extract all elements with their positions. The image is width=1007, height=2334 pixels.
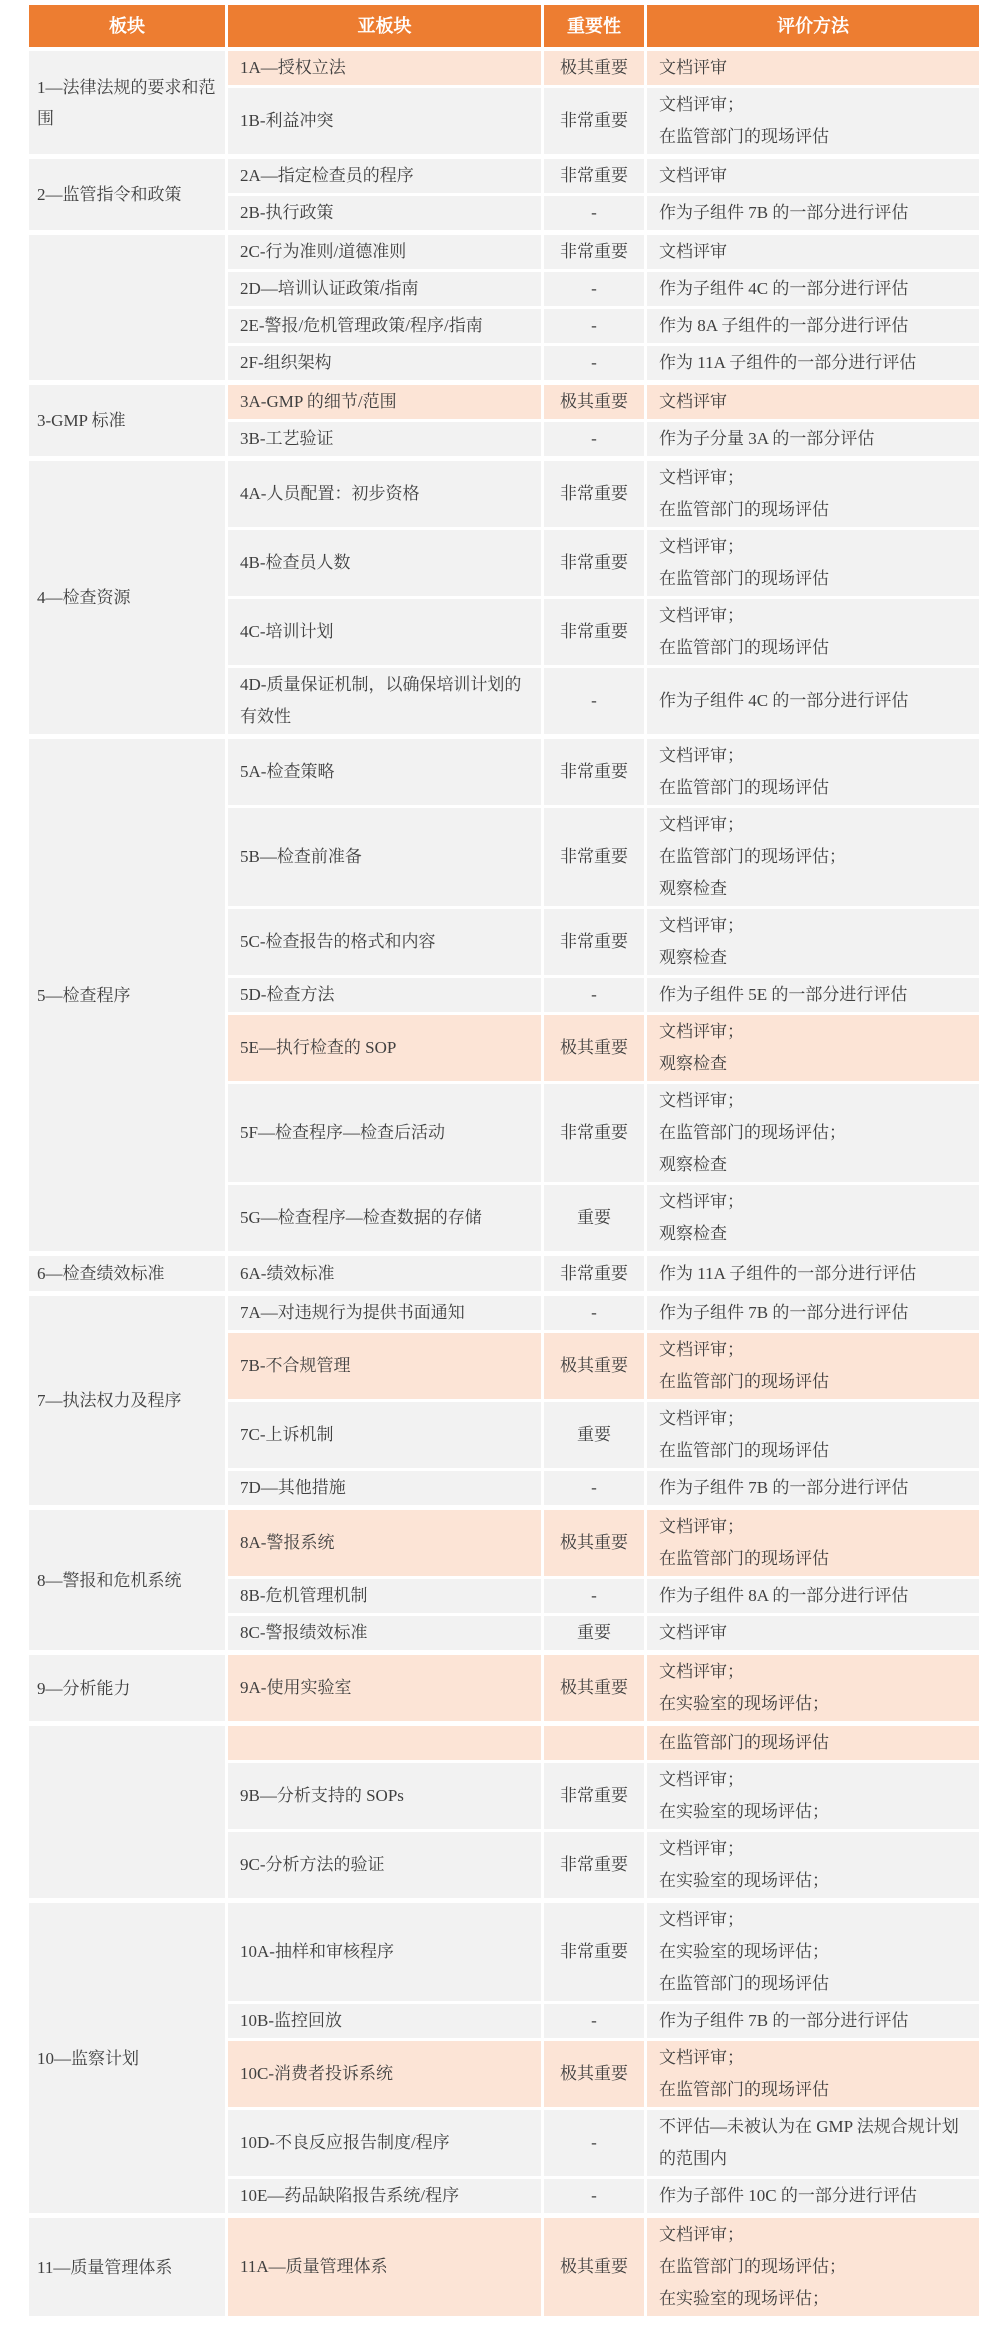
method-line: 作为子组件 7B 的一部分进行评估	[659, 1478, 909, 1497]
method-line: 在监管部门的现场评估	[659, 778, 829, 797]
section-label	[29, 235, 225, 380]
section-label: 4—检查资源	[29, 461, 225, 734]
subcomponent-cell: 6A-绩效标准	[228, 1256, 541, 1291]
method-line: 文档评审；	[659, 2225, 744, 2244]
table-row	[228, 599, 979, 665]
header-method: 评价方法	[647, 5, 979, 47]
method-line: 文档评审；	[659, 1091, 744, 1110]
method-line: 文档评审；	[659, 468, 744, 487]
method-line: 作为 11A 子组件的一部分进行评估	[659, 353, 917, 372]
section-group	[29, 235, 979, 380]
section-group	[29, 2218, 979, 2316]
method-line: 文档评审；	[659, 95, 744, 114]
method-line: 在监管部门的现场评估；	[659, 2257, 846, 2276]
table-row	[228, 309, 979, 343]
section-rows	[228, 1256, 979, 1291]
method-line: 观察检查	[659, 879, 727, 898]
section-rows	[228, 1510, 979, 1650]
method-cell	[647, 1655, 979, 1721]
importance-cell: 极其重要	[544, 2041, 644, 2107]
method-cell	[647, 1616, 979, 1650]
section-rows	[228, 159, 979, 230]
method-line: 文档评审	[659, 58, 727, 77]
importance-cell: 非常重要	[544, 739, 644, 805]
subcomponent-cell: 4B-检查员人数	[228, 530, 541, 596]
method-line: 文档评审；	[659, 1662, 744, 1681]
importance-cell: 极其重要	[544, 385, 644, 419]
method-cell	[647, 346, 979, 380]
method-line: 在监管部门的现场评估；	[659, 847, 846, 866]
method-line: 在监管部门的现场评估	[659, 2080, 829, 2099]
method-line: 在实验室的现场评估；	[659, 1871, 829, 1890]
subcomponent-cell: 10D-不良反应报告制度/程序	[228, 2110, 541, 2176]
importance-cell: -	[544, 2179, 644, 2213]
section-group	[29, 159, 979, 230]
importance-cell: 重要	[544, 1185, 644, 1251]
method-cell	[647, 1084, 979, 1182]
importance-cell: 极其重要	[544, 1333, 644, 1399]
importance-cell: 极其重要	[544, 1655, 644, 1721]
subcomponent-cell: 7B-不合规管理	[228, 1333, 541, 1399]
method-cell	[647, 1832, 979, 1898]
method-line: 文档评审	[659, 1623, 727, 1642]
section-group	[29, 385, 979, 456]
table-row	[228, 51, 979, 85]
subcomponent-cell: 1B-利益冲突	[228, 88, 541, 154]
table-row	[228, 909, 979, 975]
table-row	[228, 1655, 979, 1721]
method-line: 观察检查	[659, 948, 727, 967]
method-line: 作为子组件 7B 的一部分进行评估	[659, 2011, 909, 2030]
table-row	[228, 530, 979, 596]
table-row	[228, 88, 979, 154]
assessment-table	[29, 5, 979, 2316]
section-group	[29, 739, 979, 1251]
method-line: 在监管部门的现场评估	[659, 1441, 829, 1460]
method-cell	[647, 1296, 979, 1330]
subcomponent-cell: 7C-上诉机制	[228, 1402, 541, 1468]
section-label: 2—监管指令和政策	[29, 159, 225, 230]
method-line: 在监管部门的现场评估	[659, 500, 829, 519]
method-line: 作为子组件 7B 的一部分进行评估	[659, 1303, 909, 1322]
subcomponent-cell: 7D—其他措施	[228, 1471, 541, 1505]
method-line: 文档评审；	[659, 746, 744, 765]
importance-cell: 非常重要	[544, 235, 644, 269]
method-line: 文档评审；	[659, 606, 744, 625]
section-rows	[228, 51, 979, 154]
section-group	[29, 51, 979, 154]
subcomponent-cell: 2C-行为准则/道德准则	[228, 235, 541, 269]
method-cell	[647, 530, 979, 596]
method-cell	[647, 1763, 979, 1829]
section-rows	[228, 235, 979, 380]
section-rows	[228, 461, 979, 734]
header-section: 板块	[29, 5, 225, 47]
subcomponent-cell: 10E—药品缺陷报告系统/程序	[228, 2179, 541, 2213]
section-label: 5—检查程序	[29, 739, 225, 1251]
method-line: 在监管部门的现场评估	[659, 1549, 829, 1568]
method-cell	[647, 1510, 979, 1576]
importance-cell: 非常重要	[544, 530, 644, 596]
subcomponent-cell: 3B-工艺验证	[228, 422, 541, 456]
method-line: 文档评审；	[659, 537, 744, 556]
method-cell	[647, 1015, 979, 1081]
method-line: 作为子部件 10C 的一部分进行评估	[659, 2186, 917, 2205]
method-line: 作为子组件 4C 的一部分进行评估	[659, 691, 909, 710]
method-cell	[647, 668, 979, 734]
subcomponent-cell: 4D-质量保证机制，以确保培训计划的有效性	[228, 668, 541, 734]
method-line: 作为 8A 子组件的一部分进行评估	[659, 316, 909, 335]
table-row	[228, 1402, 979, 1468]
method-line: 文档评审；	[659, 1910, 744, 1929]
section-rows	[228, 385, 979, 456]
section-label: 7—执法权力及程序	[29, 1296, 225, 1505]
table-groups	[29, 51, 979, 2316]
method-line: 作为子分量 3A 的一部分评估	[659, 429, 875, 448]
method-line: 在实验室的现场评估；	[659, 1802, 829, 1821]
method-line: 在实验室的现场评估；	[659, 2289, 829, 2308]
method-line: 作为子组件 4C 的一部分进行评估	[659, 279, 909, 298]
method-line: 文档评审	[659, 242, 727, 261]
method-line: 在监管部门的现场评估	[659, 1372, 829, 1391]
method-cell	[647, 1903, 979, 2001]
method-line: 观察检查	[659, 1054, 727, 1073]
importance-cell: -	[544, 1471, 644, 1505]
method-line: 在监管部门的现场评估	[659, 127, 829, 146]
table-row	[228, 1333, 979, 1399]
table-row	[228, 1185, 979, 1251]
importance-cell: -	[544, 2004, 644, 2038]
section-label: 10—监察计划	[29, 1903, 225, 2213]
section-group	[29, 1510, 979, 1650]
importance-cell: 非常重要	[544, 808, 644, 906]
method-cell	[647, 159, 979, 193]
importance-cell	[544, 1726, 644, 1760]
table-row	[228, 739, 979, 805]
section-group	[29, 1655, 979, 1721]
subcomponent-cell: 9C-分析方法的验证	[228, 1832, 541, 1898]
method-line: 文档评审；	[659, 1340, 744, 1359]
method-cell	[647, 309, 979, 343]
method-line: 文档评审；	[659, 1770, 744, 1789]
table-row	[228, 1015, 979, 1081]
importance-cell: 非常重要	[544, 1084, 644, 1182]
table-row	[228, 1726, 979, 1760]
method-cell	[647, 1256, 979, 1291]
table-row	[228, 1763, 979, 1829]
importance-cell: -	[544, 2110, 644, 2176]
method-cell	[647, 272, 979, 306]
section-label: 1—法律法规的要求和范围	[29, 51, 225, 154]
importance-cell: 非常重要	[544, 88, 644, 154]
subcomponent-cell: 8C-警报绩效标准	[228, 1616, 541, 1650]
subcomponent-cell: 5F—检查程序—检查后活动	[228, 1084, 541, 1182]
subcomponent-cell: 2D—培训认证政策/指南	[228, 272, 541, 306]
importance-cell: 非常重要	[544, 461, 644, 527]
subcomponent-cell: 2B-执行政策	[228, 196, 541, 230]
table-row	[228, 196, 979, 230]
importance-cell: 非常重要	[544, 159, 644, 193]
subcomponent-cell: 2F-组织架构	[228, 346, 541, 380]
method-cell	[647, 235, 979, 269]
importance-cell: 非常重要	[544, 909, 644, 975]
importance-cell: -	[544, 1579, 644, 1613]
method-line: 作为子组件 8A 的一部分进行评估	[659, 1586, 909, 1605]
method-line: 文档评审；	[659, 1192, 744, 1211]
subcomponent-cell: 4C-培训计划	[228, 599, 541, 665]
importance-cell: 非常重要	[544, 1763, 644, 1829]
method-line: 文档评审；	[659, 1409, 744, 1428]
subcomponent-cell: 2A—指定检查员的程序	[228, 159, 541, 193]
table-row	[228, 1256, 979, 1291]
table-row	[228, 808, 979, 906]
importance-cell: 重要	[544, 1616, 644, 1650]
table-row	[228, 1616, 979, 1650]
table-row	[228, 346, 979, 380]
method-cell	[647, 51, 979, 85]
method-cell	[647, 2218, 979, 2316]
method-line: 文档评审；	[659, 1839, 744, 1858]
importance-cell: -	[544, 309, 644, 343]
method-cell	[647, 1579, 979, 1613]
subcomponent-cell: 9B—分析支持的 SOPs	[228, 1763, 541, 1829]
method-cell	[647, 2041, 979, 2107]
section-rows	[228, 1296, 979, 1505]
method-line: 在实验室的现场评估；	[659, 1942, 829, 1961]
method-line: 文档评审	[659, 392, 727, 411]
header-subcomponent: 亚板块	[228, 5, 541, 47]
section-label: 3-GMP 标准	[29, 385, 225, 456]
method-cell	[647, 196, 979, 230]
table-row	[228, 235, 979, 269]
subcomponent-cell: 3A-GMP 的细节/范围	[228, 385, 541, 419]
table-row	[228, 1903, 979, 2001]
method-line: 在监管部门的现场评估	[659, 569, 829, 588]
method-cell	[647, 2110, 979, 2176]
table-row	[228, 159, 979, 193]
method-cell	[647, 88, 979, 154]
importance-cell: -	[544, 978, 644, 1012]
importance-cell: -	[544, 668, 644, 734]
importance-cell: 极其重要	[544, 1510, 644, 1576]
method-cell	[647, 599, 979, 665]
method-cell	[647, 1185, 979, 1251]
section-group	[29, 1903, 979, 2213]
section-rows	[228, 1655, 979, 1721]
method-line: 文档评审；	[659, 916, 744, 935]
header-importance: 重要性	[544, 5, 644, 47]
subcomponent-cell: 1A—授权立法	[228, 51, 541, 85]
table-row	[228, 1471, 979, 1505]
section-rows	[228, 739, 979, 1251]
table-row	[228, 1084, 979, 1182]
table-row	[228, 2218, 979, 2316]
method-cell	[647, 808, 979, 906]
importance-cell: -	[544, 1296, 644, 1330]
table-row	[228, 2041, 979, 2107]
method-cell	[647, 1333, 979, 1399]
table-row	[228, 2110, 979, 2176]
method-cell	[647, 1726, 979, 1760]
method-cell	[647, 739, 979, 805]
method-line: 作为 11A 子组件的一部分进行评估	[659, 1263, 917, 1283]
table-row	[228, 2179, 979, 2213]
method-line: 作为子组件 5E 的一部分进行评估	[659, 985, 908, 1004]
method-line: 在监管部门的现场评估	[659, 1974, 829, 1993]
importance-cell: 非常重要	[544, 1903, 644, 2001]
importance-cell: 非常重要	[544, 1832, 644, 1898]
method-line: 作为子组件 7B 的一部分进行评估	[659, 203, 909, 222]
method-line: 文档评审；	[659, 2048, 744, 2067]
method-cell	[647, 2179, 979, 2213]
section-label	[29, 1726, 225, 1898]
subcomponent-cell: 10B-监控回放	[228, 2004, 541, 2038]
method-line: 文档评审；	[659, 815, 744, 834]
importance-cell: 非常重要	[544, 1256, 644, 1291]
table-row	[228, 668, 979, 734]
importance-cell: -	[544, 196, 644, 230]
table-row	[228, 272, 979, 306]
subcomponent-cell: 8B-危机管理机制	[228, 1579, 541, 1613]
method-line: 文档评审；	[659, 1022, 744, 1041]
importance-cell: 极其重要	[544, 2218, 644, 2316]
subcomponent-cell: 5D-检查方法	[228, 978, 541, 1012]
subcomponent-cell: 7A—对违规行为提供书面通知	[228, 1296, 541, 1330]
table-row	[228, 461, 979, 527]
subcomponent-cell: 5A-检查策略	[228, 739, 541, 805]
method-cell	[647, 385, 979, 419]
method-cell	[647, 1402, 979, 1468]
subcomponent-cell: 5B—检查前准备	[228, 808, 541, 906]
method-cell	[647, 422, 979, 456]
table-row	[228, 1510, 979, 1576]
section-label: 9—分析能力	[29, 1655, 225, 1721]
section-label: 6—检查绩效标准	[29, 1256, 225, 1291]
subcomponent-cell: 4A-人员配置：初步资格	[228, 461, 541, 527]
table-header-row	[29, 5, 979, 47]
table-row	[228, 1579, 979, 1613]
section-rows	[228, 1726, 979, 1898]
importance-cell: -	[544, 346, 644, 380]
importance-cell: 极其重要	[544, 1015, 644, 1081]
method-line: 在监管部门的现场评估	[659, 638, 829, 657]
table-row	[228, 2004, 979, 2038]
subcomponent-cell: 10A-抽样和审核程序	[228, 1903, 541, 2001]
section-group	[29, 461, 979, 734]
table-row	[228, 385, 979, 419]
importance-cell: 重要	[544, 1402, 644, 1468]
section-rows	[228, 2218, 979, 2316]
table-row	[228, 1296, 979, 1330]
method-line: 文档评审	[659, 166, 727, 185]
section-group	[29, 1296, 979, 1505]
subcomponent-cell: 5G—检查程序—检查数据的存储	[228, 1185, 541, 1251]
table-row	[228, 1832, 979, 1898]
section-label: 8—警报和危机系统	[29, 1510, 225, 1650]
table-row	[228, 422, 979, 456]
method-cell	[647, 2004, 979, 2038]
method-cell	[647, 1471, 979, 1505]
method-line: 在实验室的现场评估；	[659, 1694, 829, 1713]
subcomponent-cell	[228, 1726, 541, 1760]
section-label: 11—质量管理体系	[29, 2218, 225, 2316]
importance-cell: 非常重要	[544, 599, 644, 665]
importance-cell: -	[544, 422, 644, 456]
method-cell	[647, 978, 979, 1012]
subcomponent-cell: 9A-使用实验室	[228, 1655, 541, 1721]
method-line: 在监管部门的现场评估；	[659, 1123, 846, 1142]
subcomponent-cell: 10C-消费者投诉系统	[228, 2041, 541, 2107]
section-group	[29, 1256, 979, 1291]
importance-cell: 极其重要	[544, 51, 644, 85]
subcomponent-cell: 8A-警报系统	[228, 1510, 541, 1576]
method-line: 文档评审；	[659, 1517, 744, 1536]
method-cell	[647, 909, 979, 975]
section-rows	[228, 1903, 979, 2213]
method-cell	[647, 461, 979, 527]
method-line: 观察检查	[659, 1155, 727, 1174]
method-line: 观察检查	[659, 1224, 727, 1243]
subcomponent-cell: 2E-警报/危机管理政策/程序/指南	[228, 309, 541, 343]
table-row	[228, 978, 979, 1012]
method-line: 不评估—未被认为在 GMP 法规合规计划的范围内	[659, 2117, 959, 2168]
method-line: 在监管部门的现场评估	[659, 1733, 829, 1752]
importance-cell: -	[544, 272, 644, 306]
subcomponent-cell: 5C-检查报告的格式和内容	[228, 909, 541, 975]
section-group	[29, 1726, 979, 1898]
subcomponent-cell: 5E—执行检查的 SOP	[228, 1015, 541, 1081]
subcomponent-cell: 11A—质量管理体系	[228, 2218, 541, 2316]
